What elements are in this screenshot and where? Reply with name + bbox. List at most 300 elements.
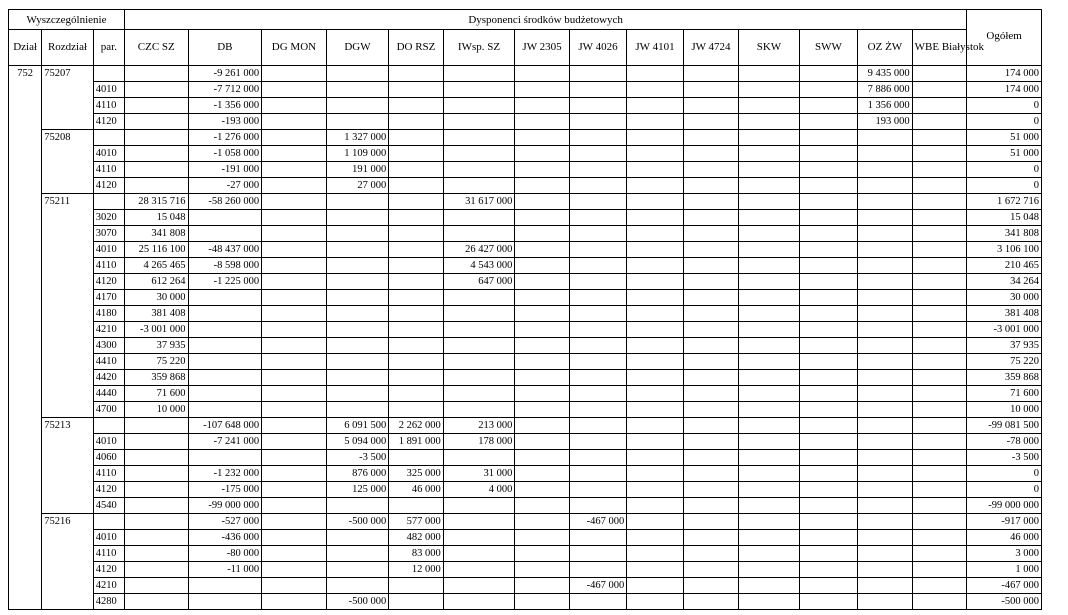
par-cell [93, 130, 124, 146]
par-cell: 4300 [93, 338, 124, 354]
value-cell: -500 000 [326, 514, 389, 530]
dzial-cell: 752 [9, 66, 42, 82]
value-cell [125, 434, 189, 450]
value-cell [912, 114, 967, 130]
value-cell: 1 109 000 [326, 146, 389, 162]
table-row [9, 514, 1042, 530]
value-cell [515, 194, 569, 210]
value-cell [627, 306, 683, 322]
table-row [9, 338, 1042, 354]
value-cell [125, 82, 189, 98]
value-cell [188, 450, 262, 466]
value-cell [125, 578, 189, 594]
dzial-cell [9, 482, 42, 498]
ogolem-cell: 0 [967, 114, 1042, 130]
value-cell [443, 306, 515, 322]
value-cell [443, 290, 515, 306]
value-cell [326, 66, 389, 82]
dzial-cell [9, 290, 42, 306]
value-cell [912, 434, 967, 450]
value-cell [125, 178, 189, 194]
dzial-cell [9, 370, 42, 386]
value-cell [683, 370, 738, 386]
value-cell [188, 594, 262, 610]
value-cell: 31 617 000 [443, 194, 515, 210]
value-cell [515, 178, 569, 194]
value-cell [443, 370, 515, 386]
value-cell [262, 498, 327, 514]
value-cell [515, 82, 569, 98]
dzial-cell [9, 114, 42, 130]
value-cell [912, 146, 967, 162]
value-cell [858, 370, 912, 386]
value-cell [443, 578, 515, 594]
dzial-cell [9, 322, 42, 338]
value-cell [125, 530, 189, 546]
par-cell: 4540 [93, 498, 124, 514]
value-cell [188, 578, 262, 594]
value-cell [569, 594, 626, 610]
value-cell [858, 514, 912, 530]
value-cell [188, 370, 262, 386]
value-cell [627, 226, 683, 242]
value-cell [389, 322, 443, 338]
value-cell [799, 354, 858, 370]
ogolem-cell: 51 000 [967, 146, 1042, 162]
value-cell [389, 98, 443, 114]
value-cell: 30 000 [125, 290, 189, 306]
value-cell [569, 402, 626, 418]
value-cell [125, 514, 189, 530]
value-cell [799, 290, 858, 306]
value-cell [799, 98, 858, 114]
value-cell [627, 194, 683, 210]
value-cell [739, 338, 800, 354]
value-cell [262, 434, 327, 450]
value-cell [683, 146, 738, 162]
value-cell: -3 001 000 [125, 322, 189, 338]
column-header: JW 4724 [683, 30, 738, 66]
value-cell [627, 402, 683, 418]
ogolem-cell: 174 000 [967, 66, 1042, 82]
value-cell [858, 162, 912, 178]
par-cell: 4180 [93, 306, 124, 322]
table-row [9, 194, 1042, 210]
ogolem-cell: 75 220 [967, 354, 1042, 370]
value-cell: 10 000 [125, 402, 189, 418]
value-cell [683, 338, 738, 354]
value-cell [515, 322, 569, 338]
value-cell [389, 594, 443, 610]
value-cell [627, 546, 683, 562]
value-cell: 1 891 000 [389, 434, 443, 450]
value-cell: 482 000 [389, 530, 443, 546]
value-cell [443, 226, 515, 242]
par-cell: 4110 [93, 466, 124, 482]
value-cell [569, 290, 626, 306]
value-cell [912, 162, 967, 178]
rozdzial-cell [42, 594, 93, 610]
ogolem-cell: 0 [967, 98, 1042, 114]
value-cell [326, 226, 389, 242]
column-header: OZ ŻW [858, 30, 912, 66]
rozdzial-cell [42, 450, 93, 466]
value-cell [125, 114, 189, 130]
value-cell [389, 146, 443, 162]
value-cell [683, 242, 738, 258]
value-cell [683, 546, 738, 562]
value-cell [125, 546, 189, 562]
par-cell: 4010 [93, 242, 124, 258]
par-cell: 4120 [93, 482, 124, 498]
value-cell [443, 450, 515, 466]
value-cell [443, 114, 515, 130]
table-row [9, 146, 1042, 162]
value-cell [188, 290, 262, 306]
budget-table [8, 9, 1042, 610]
value-cell: -467 000 [569, 578, 626, 594]
value-cell [799, 546, 858, 562]
table-row [9, 178, 1042, 194]
ogolem-cell: 1 000 [967, 562, 1042, 578]
value-cell: 341 808 [125, 226, 189, 242]
value-cell: -48 437 000 [188, 242, 262, 258]
value-cell [912, 130, 967, 146]
value-cell [912, 450, 967, 466]
table-row [9, 306, 1042, 322]
rozdzial-cell [42, 210, 93, 226]
value-cell [569, 98, 626, 114]
value-cell [443, 530, 515, 546]
value-cell [739, 578, 800, 594]
value-cell: -3 500 [326, 450, 389, 466]
rozdzial-cell [42, 482, 93, 498]
value-cell [858, 146, 912, 162]
value-cell [125, 66, 189, 82]
value-cell [389, 226, 443, 242]
value-cell [515, 498, 569, 514]
value-cell [799, 162, 858, 178]
value-cell: 612 264 [125, 274, 189, 290]
value-cell [389, 194, 443, 210]
value-cell [569, 114, 626, 130]
value-cell [389, 578, 443, 594]
value-cell [125, 562, 189, 578]
column-header: JW 2305 [515, 30, 569, 66]
par-cell [93, 194, 124, 210]
value-cell [262, 306, 327, 322]
value-cell [683, 498, 738, 514]
value-cell [326, 370, 389, 386]
table-row [9, 370, 1042, 386]
ogolem-cell: -99 081 500 [967, 418, 1042, 434]
value-cell [627, 274, 683, 290]
rozdzial-cell [42, 386, 93, 402]
value-cell [683, 434, 738, 450]
value-cell [799, 482, 858, 498]
rozdzial-cell: 75211 [42, 194, 93, 210]
value-cell [262, 466, 327, 482]
par-cell: 4110 [93, 258, 124, 274]
value-cell [515, 66, 569, 82]
value-cell [515, 546, 569, 562]
value-cell [683, 210, 738, 226]
value-cell [326, 258, 389, 274]
value-cell: 381 408 [125, 306, 189, 322]
value-cell [262, 338, 327, 354]
value-cell [683, 514, 738, 530]
ogolem-cell: 341 808 [967, 226, 1042, 242]
rozdzial-cell [42, 530, 93, 546]
value-cell [389, 402, 443, 418]
value-cell [858, 210, 912, 226]
table-row [9, 162, 1042, 178]
value-cell [683, 402, 738, 418]
value-cell [326, 114, 389, 130]
dzial-header: Dział [9, 30, 42, 66]
value-cell [799, 146, 858, 162]
value-cell [262, 178, 327, 194]
rozdzial-cell: 75216 [42, 514, 93, 530]
dzial-cell [9, 98, 42, 114]
dzial-cell [9, 514, 42, 530]
ogolem-cell: 34 264 [967, 274, 1042, 290]
value-cell [799, 498, 858, 514]
value-cell [326, 306, 389, 322]
value-cell [858, 578, 912, 594]
value-cell [262, 98, 327, 114]
value-cell: -1 225 000 [188, 274, 262, 290]
value-cell [262, 578, 327, 594]
dzial-cell [9, 546, 42, 562]
value-cell [569, 418, 626, 434]
value-cell [515, 562, 569, 578]
dzial-cell [9, 402, 42, 418]
table-row [9, 402, 1042, 418]
value-cell [858, 530, 912, 546]
value-cell [262, 450, 327, 466]
ogolem-cell: 37 935 [967, 338, 1042, 354]
value-cell: 71 600 [125, 386, 189, 402]
value-cell [443, 66, 515, 82]
value-cell [515, 354, 569, 370]
value-cell [799, 306, 858, 322]
value-cell: -7 241 000 [188, 434, 262, 450]
value-cell [443, 130, 515, 146]
value-cell: 31 000 [443, 466, 515, 482]
value-cell [858, 338, 912, 354]
value-cell [443, 178, 515, 194]
value-cell [262, 226, 327, 242]
par-cell: 3070 [93, 226, 124, 242]
par-cell: 4010 [93, 434, 124, 450]
dzial-cell [9, 162, 42, 178]
value-cell [125, 466, 189, 482]
value-cell [389, 354, 443, 370]
value-cell [739, 194, 800, 210]
value-cell [515, 578, 569, 594]
value-cell [683, 290, 738, 306]
value-cell [683, 162, 738, 178]
dzial-cell [9, 306, 42, 322]
value-cell [739, 594, 800, 610]
value-cell [627, 562, 683, 578]
value-cell [569, 482, 626, 498]
value-cell [912, 66, 967, 82]
rozdzial-cell [42, 258, 93, 274]
value-cell [569, 338, 626, 354]
value-cell [799, 578, 858, 594]
value-cell [125, 162, 189, 178]
dzial-cell [9, 418, 42, 434]
value-cell [739, 498, 800, 514]
value-cell [858, 226, 912, 242]
rozdzial-cell [42, 146, 93, 162]
value-cell [739, 114, 800, 130]
rozdzial-cell [42, 546, 93, 562]
value-cell [799, 82, 858, 98]
value-cell: 178 000 [443, 434, 515, 450]
value-cell [683, 194, 738, 210]
value-cell: -1 276 000 [188, 130, 262, 146]
value-cell [683, 258, 738, 274]
column-header: DG MON [262, 30, 327, 66]
value-cell [515, 386, 569, 402]
value-cell [799, 370, 858, 386]
value-cell [858, 386, 912, 402]
table-row [9, 258, 1042, 274]
value-cell [262, 322, 327, 338]
value-cell [188, 338, 262, 354]
value-cell [858, 594, 912, 610]
value-cell [799, 386, 858, 402]
table-row [9, 226, 1042, 242]
value-cell: -436 000 [188, 530, 262, 546]
value-cell [799, 434, 858, 450]
ogolem-cell: 51 000 [967, 130, 1042, 146]
value-cell [515, 482, 569, 498]
dzial-cell [9, 466, 42, 482]
value-cell [739, 434, 800, 450]
value-cell [326, 562, 389, 578]
par-cell: 4700 [93, 402, 124, 418]
column-header: IWsp. SZ [443, 30, 515, 66]
value-cell [627, 466, 683, 482]
value-cell [443, 402, 515, 418]
value-cell: 83 000 [389, 546, 443, 562]
par-cell: 4110 [93, 546, 124, 562]
ogolem-cell: 3 000 [967, 546, 1042, 562]
value-cell [627, 322, 683, 338]
value-cell [515, 338, 569, 354]
rozdzial-cell: 75213 [42, 418, 93, 434]
value-cell [262, 130, 327, 146]
value-cell [188, 210, 262, 226]
rozdzial-cell [42, 466, 93, 482]
value-cell: 26 427 000 [443, 242, 515, 258]
ogolem-cell: 3 106 100 [967, 242, 1042, 258]
value-cell [739, 82, 800, 98]
table-header [9, 10, 1042, 66]
value-cell: 27 000 [326, 178, 389, 194]
value-cell [389, 290, 443, 306]
ogolem-cell: 10 000 [967, 402, 1042, 418]
value-cell [569, 258, 626, 274]
value-cell [389, 178, 443, 194]
ogolem-cell: -3 500 [967, 450, 1042, 466]
par-cell [93, 66, 124, 82]
value-cell [515, 594, 569, 610]
value-cell [569, 66, 626, 82]
value-cell: 75 220 [125, 354, 189, 370]
value-cell [262, 562, 327, 578]
value-cell: 2 262 000 [389, 418, 443, 434]
value-cell: -1 058 000 [188, 146, 262, 162]
value-cell [627, 98, 683, 114]
value-cell [627, 162, 683, 178]
par-cell: 4420 [93, 370, 124, 386]
value-cell [799, 226, 858, 242]
dzial-cell [9, 562, 42, 578]
value-cell [739, 306, 800, 322]
column-header: JW 4026 [569, 30, 626, 66]
value-cell: 12 000 [389, 562, 443, 578]
value-cell [569, 306, 626, 322]
value-cell [262, 354, 327, 370]
rozdzial-cell [42, 242, 93, 258]
value-cell [858, 434, 912, 450]
value-cell: 4 265 465 [125, 258, 189, 274]
value-cell [326, 530, 389, 546]
value-cell [683, 114, 738, 130]
par-cell: 4410 [93, 354, 124, 370]
rozdzial-cell [42, 578, 93, 594]
par-cell: 4010 [93, 82, 124, 98]
par-cell: 4120 [93, 178, 124, 194]
value-cell [326, 290, 389, 306]
value-cell: -8 598 000 [188, 258, 262, 274]
value-cell [262, 482, 327, 498]
table-row [9, 466, 1042, 482]
value-cell [739, 130, 800, 146]
value-cell [799, 514, 858, 530]
value-cell [515, 306, 569, 322]
value-cell [683, 226, 738, 242]
value-cell [739, 482, 800, 498]
value-cell [389, 258, 443, 274]
value-cell [912, 178, 967, 194]
ogolem-cell: -467 000 [967, 578, 1042, 594]
value-cell [569, 226, 626, 242]
value-cell: 325 000 [389, 466, 443, 482]
value-cell [389, 274, 443, 290]
value-cell: 15 048 [125, 210, 189, 226]
table-row [9, 290, 1042, 306]
value-cell: -107 648 000 [188, 418, 262, 434]
dzial-cell [9, 178, 42, 194]
value-cell [739, 370, 800, 386]
value-cell: 359 868 [125, 370, 189, 386]
value-cell [262, 258, 327, 274]
table-row [9, 578, 1042, 594]
value-cell: 213 000 [443, 418, 515, 434]
par-cell: 4210 [93, 322, 124, 338]
value-cell [739, 418, 800, 434]
value-cell [912, 258, 967, 274]
value-cell [569, 562, 626, 578]
value-cell [569, 546, 626, 562]
ogolem-cell: -500 000 [967, 594, 1042, 610]
